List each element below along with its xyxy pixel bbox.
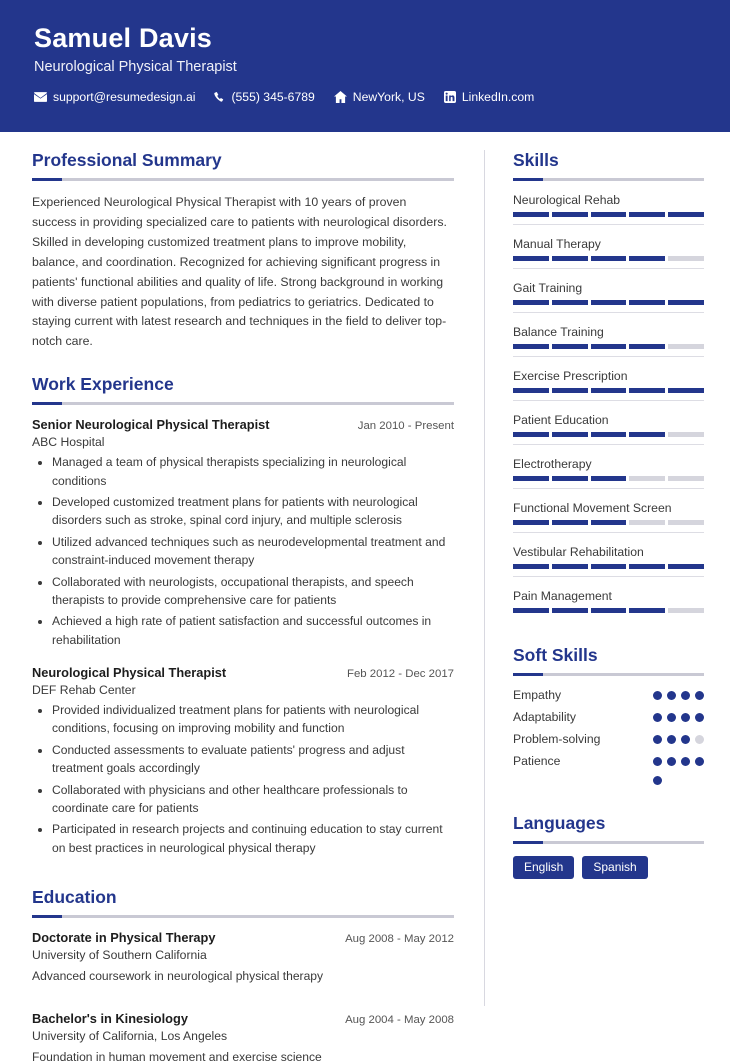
- skill-level-segment: [513, 212, 549, 217]
- section-languages: [513, 813, 704, 879]
- main-column: [0, 132, 484, 1064]
- experience-dates: Feb 2012 - Dec 2017: [346, 668, 454, 680]
- skill-level-segment: [629, 256, 665, 261]
- education-item: [32, 1011, 454, 1064]
- skill-level-segment: [668, 564, 704, 569]
- skill-level-segment: [591, 432, 627, 437]
- skill-level-segment: [668, 432, 704, 437]
- skill-level-segment: [513, 344, 549, 349]
- contact-location[interactable]: [334, 90, 425, 104]
- skill-level-bar: [513, 520, 704, 525]
- experience-bullets: [32, 701, 454, 857]
- skill-level-bar: [513, 388, 704, 393]
- soft-skill-rating: [653, 776, 704, 785]
- skill-level-segment: [591, 300, 627, 305]
- skill-row: [513, 281, 704, 325]
- contact-location-text: NewYork, US: [352, 90, 425, 105]
- section-rule-soft-skills: [513, 673, 704, 676]
- experience-role: Neurological Physical Therapist: [32, 665, 227, 680]
- list-item: • Provided individualized treatment plans for patients with neurological conditions, focusing on improving mobility and function: [52, 701, 454, 738]
- experience-item: [32, 665, 454, 857]
- skill-level-segment: [668, 344, 704, 349]
- skill-row: [513, 545, 704, 589]
- skill-level-segment: [552, 388, 588, 393]
- skill-level-segment: [629, 212, 665, 217]
- skill-level-segment: [591, 344, 627, 349]
- section-heading-languages: Languages: [513, 813, 606, 833]
- home-icon: [334, 91, 347, 103]
- page-title: Samuel Davis: [34, 23, 212, 53]
- skill-level-bar: [513, 564, 704, 569]
- section-rule-languages: [513, 841, 704, 844]
- skill-row: [513, 237, 704, 281]
- list-item: • Managed a team of physical therapists specializing in neurological conditions: [52, 453, 454, 490]
- experience-role: Senior Neurological Physical Therapist: [32, 417, 270, 433]
- section-heading-summary: Professional Summary: [32, 150, 222, 170]
- list-item: • Achieved a high rate of patient satisfaction and successful outcomes in rehabilitation: [52, 612, 454, 649]
- rating-dot: [667, 757, 676, 766]
- skill-row: [513, 369, 704, 413]
- skill-level-bar: [513, 344, 704, 349]
- skill-name: Vestibular Rehabilitation: [513, 545, 644, 559]
- skill-level-bar: [513, 212, 704, 217]
- soft-skill-row: [513, 754, 704, 768]
- skill-level-segment: [552, 564, 588, 569]
- skill-level-segment: [513, 388, 549, 393]
- skill-level-segment: [513, 564, 549, 569]
- list-item: • Participated in research projects and continuing education to stay current on best practices in neurological physical therapy: [52, 820, 454, 857]
- contact-phone-text: (555) 345-6789: [231, 90, 315, 105]
- contact-linkedin[interactable]: [444, 90, 535, 104]
- skill-level-segment: [513, 300, 549, 305]
- job-title-subtitle: Neurological Physical Therapist: [34, 59, 237, 76]
- skill-level-segment: [552, 212, 588, 217]
- list-item: • Collaborated with physicians and other healthcare professionals to coordinate care for patients: [52, 781, 454, 818]
- list-item: • Developed customized treatment plans for patients with neurological disorders such as stroke, spinal cord injury, and multiple sclerosis: [52, 493, 454, 530]
- soft-skill-row: [513, 710, 704, 724]
- skill-row: [513, 325, 704, 369]
- experience-item-head: [32, 417, 454, 432]
- section-education: [32, 887, 454, 1064]
- rating-dot: [681, 713, 690, 722]
- skill-level-segment: [629, 432, 665, 437]
- soft-skill-row: [513, 688, 704, 702]
- skill-level-segment: [629, 300, 665, 305]
- skill-level-segment: [552, 476, 588, 481]
- section-rule-skills: [513, 178, 704, 181]
- skill-level-segment: [668, 256, 704, 261]
- soft-skill-row: [513, 732, 704, 746]
- section-rule-education: [32, 915, 454, 918]
- education-note: Advanced coursework in neurological physical therapy: [32, 969, 324, 983]
- skill-level-bar: [513, 300, 704, 305]
- skill-level-segment: [513, 256, 549, 261]
- skill-level-segment: [668, 520, 704, 525]
- education-item: [32, 930, 454, 983]
- section-rule-summary: [32, 178, 454, 181]
- section-heading-education: Education: [32, 887, 117, 907]
- skill-level-segment: [552, 344, 588, 349]
- education-degree: Doctorate in Physical Therapy: [32, 930, 216, 945]
- skill-level-segment: [629, 608, 665, 613]
- rating-dot: [653, 735, 662, 744]
- education-degree: Bachelor's in Kinesiology: [32, 1011, 188, 1026]
- skill-level-segment: [552, 432, 588, 437]
- skill-separator: [513, 532, 704, 533]
- linkedin-icon: [444, 91, 456, 103]
- skill-level-segment: [591, 256, 627, 261]
- skill-separator: [513, 312, 704, 313]
- list-item: • Utilized advanced techniques such as neurodevelopmental treatment and constraint-induced movement therapy: [52, 533, 454, 570]
- section-professional-summary: [32, 150, 454, 352]
- experience-bullets: [32, 453, 454, 649]
- education-note: Foundation in human movement and exercise science: [32, 1050, 322, 1064]
- skill-level-bar: [513, 608, 704, 613]
- rating-dot: [695, 757, 704, 766]
- skill-level-segment: [591, 520, 627, 525]
- resume-header: [0, 0, 730, 132]
- skill-level-segment: [591, 388, 627, 393]
- skill-level-segment: [552, 608, 588, 613]
- rating-dot: [667, 776, 676, 785]
- skill-row: [513, 501, 704, 545]
- skill-level-segment: [629, 520, 665, 525]
- skill-separator: [513, 444, 704, 445]
- skill-level-segment: [591, 564, 627, 569]
- skill-level-segment: [668, 608, 704, 613]
- experience-item: [32, 417, 454, 649]
- skill-level-segment: [552, 300, 588, 305]
- skill-separator: [513, 488, 704, 489]
- rating-dot: [653, 776, 662, 785]
- skill-row: [513, 413, 704, 457]
- rating-dot: [667, 735, 676, 744]
- rating-dot: [695, 735, 704, 744]
- skill-level-bar: [513, 256, 704, 261]
- skill-name: Balance Training: [513, 325, 604, 339]
- soft-skill-rating: [653, 735, 704, 744]
- skill-separator: [513, 576, 704, 577]
- summary-text: Experienced Neurological Physical Therapist with 10 years of proven success in providing specialized care to patients with neurological disorders. Skilled in developing customized treatment plans to improve mobility, balance, and coordination. Recognized for achieving significant progress in patients' functional abilities and quality of life. Strong background in working with diverse patient populations, from pediatrics to geriatrics. Dedicated to staying current with latest research and techniques in the field to deliver top-notch care.: [32, 195, 447, 349]
- education-school: University of California, Los Angeles: [32, 1029, 228, 1043]
- skill-level-segment: [629, 476, 665, 481]
- education-item-head: [32, 930, 454, 945]
- skill-level-segment: [668, 476, 704, 481]
- rating-dot: [653, 713, 662, 722]
- experience-company: ABC Hospital: [32, 435, 105, 450]
- language-chip-list: [513, 856, 704, 879]
- rating-dot: [653, 757, 662, 766]
- language-chip: English: [513, 856, 574, 879]
- skill-row: [513, 457, 704, 501]
- skill-row: [513, 193, 704, 237]
- soft-skill-rating: [653, 713, 704, 722]
- skill-level-bar: [513, 432, 704, 437]
- contact-row: [34, 90, 696, 104]
- skill-level-segment: [591, 212, 627, 217]
- section-heading-skills: Skills: [513, 150, 559, 170]
- contact-email[interactable]: [34, 90, 195, 104]
- contact-phone[interactable]: [214, 90, 314, 104]
- skill-name: Manual Therapy: [513, 237, 601, 251]
- side-column: [485, 132, 730, 1024]
- education-dates: Aug 2008 - May 2012: [345, 933, 454, 945]
- section-heading-experience: Work Experience: [32, 374, 174, 395]
- skill-name: Neurological Rehab: [513, 193, 621, 207]
- list-item: • Collaborated with neurologists, occupational therapists, and speech therapists to provide comprehensive care for patients: [52, 573, 454, 610]
- soft-skill-row: [513, 776, 704, 785]
- skill-level-segment: [668, 212, 704, 217]
- skill-level-segment: [513, 432, 549, 437]
- phone-icon: [214, 91, 225, 103]
- soft-skill-name: Empathy: [513, 688, 562, 702]
- skill-level-segment: [591, 476, 627, 481]
- skill-level-segment: [513, 608, 549, 613]
- experience-dates: Jan 2010 - Present: [357, 420, 454, 433]
- rating-dot: [653, 691, 662, 700]
- section-skills: [513, 150, 704, 625]
- education-school: University of Southern California: [32, 948, 207, 962]
- skill-level-segment: [629, 388, 665, 393]
- skill-name: Pain Management: [513, 589, 612, 603]
- skill-name: Functional Movement Screen: [513, 501, 672, 515]
- skill-level-segment: [629, 344, 665, 349]
- skill-level-segment: [513, 476, 549, 481]
- skill-level-segment: [513, 520, 549, 525]
- list-item: • Conducted assessments to evaluate patients' progress and adjust treatment goals accordingly: [52, 741, 454, 778]
- experience-item-head: [32, 665, 454, 680]
- skill-level-segment: [668, 300, 704, 305]
- skill-name: Gait Training: [513, 281, 583, 295]
- rating-dot: [695, 713, 704, 722]
- skill-name: Exercise Prescription: [513, 369, 628, 383]
- rating-dot: [681, 776, 690, 785]
- rating-dot: [695, 691, 704, 700]
- rating-dot: [681, 735, 690, 744]
- education-dates: Aug 2004 - May 2008: [345, 1014, 454, 1026]
- skill-level-segment: [552, 520, 588, 525]
- section-rule-experience: [32, 402, 454, 405]
- skill-separator: [513, 356, 704, 357]
- rating-dot: [667, 691, 676, 700]
- skill-level-segment: [552, 256, 588, 261]
- skill-name: Patient Education: [513, 413, 609, 427]
- skill-level-segment: [668, 388, 704, 393]
- soft-skill-name: Patience: [513, 754, 561, 768]
- skill-level-segment: [629, 564, 665, 569]
- rating-dot: [681, 691, 690, 700]
- soft-skill-rating: [653, 691, 704, 700]
- skills-list: [513, 193, 704, 625]
- contact-linkedin-text: LinkedIn.com: [461, 90, 535, 105]
- skill-name: Electrotherapy: [513, 457, 592, 471]
- contact-email-text: support@resumedesign.ai: [53, 90, 196, 105]
- experience-company: DEF Rehab Center: [32, 683, 136, 697]
- soft-skill-name: Problem-solving: [513, 732, 601, 746]
- skill-level-segment: [591, 608, 627, 613]
- section-heading-soft-skills: Soft Skills: [513, 645, 598, 665]
- soft-skill-rating: [653, 757, 704, 766]
- section-work-experience: [32, 374, 454, 857]
- soft-skills-list: [513, 688, 704, 785]
- skill-row: [513, 589, 704, 625]
- rating-dot: [695, 776, 704, 785]
- rating-dot: [667, 713, 676, 722]
- skill-separator: [513, 224, 704, 225]
- resume-body: [0, 132, 730, 1064]
- skill-separator: [513, 268, 704, 269]
- section-soft-skills: [513, 645, 704, 785]
- skill-separator: [513, 400, 704, 401]
- skill-level-bar: [513, 476, 704, 481]
- soft-skill-name: Adaptability: [513, 710, 577, 724]
- rating-dot: [681, 757, 690, 766]
- language-chip: Spanish: [582, 856, 647, 879]
- envelope-icon: [34, 92, 47, 102]
